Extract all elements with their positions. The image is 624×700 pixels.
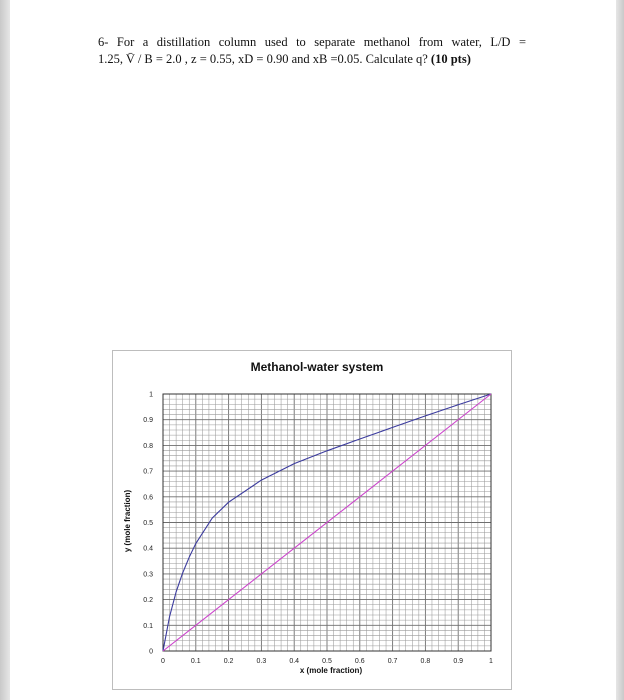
problem-word: a [142,35,149,49]
y-tick-label: 0.5 [143,520,153,527]
x-tick-label: 0.5 [322,658,332,665]
chart-svg [113,351,511,689]
problem-word: from [418,35,443,49]
problem-word: For [116,35,135,49]
problem-line-1 [98,34,526,51]
left-edge-bar [0,0,10,700]
problem-word: column [218,35,257,49]
problem-word: methanol [363,35,411,49]
chart-frame [112,350,512,690]
problem-word: water, [451,35,482,49]
points-label: (10 pts) [430,52,471,66]
problem-word: used [264,35,288,49]
x-tick-label: 0.4 [289,658,300,665]
y-tick-label: 0.7 [143,468,153,476]
problem-word: 6- [98,35,109,49]
problem-statement [98,34,526,68]
x-axis-label: x (mole fraction) [299,666,363,675]
y-tick-label: 1 [149,391,153,399]
y-tick-label: 0.8 [143,442,153,450]
problem-line-2 [98,51,526,68]
problem-word: L/D [490,35,511,49]
y-axis-label: y (mole fraction) [123,489,132,553]
problem-word: = [518,35,526,49]
x-tick-label: 0.3 [256,658,267,665]
x-tick-label: 0 [161,658,165,665]
x-tick-label: 1 [489,658,493,665]
x-tick-label: 0.1 [190,658,201,665]
problem-word: distillation [156,35,211,49]
x-tick-label: 0.9 [453,658,464,665]
y-tick-label: 0.6 [143,494,153,502]
x-tick-label: 0.6 [354,658,365,665]
x-tick-label: 0.7 [387,658,398,665]
y-tick-label: 0.3 [143,571,153,579]
chart-title: Methanol-water system [250,360,384,374]
y-tick-label: 0 [149,648,153,656]
problem-word: separate [314,35,356,49]
y-tick-label: 0.4 [143,545,153,553]
x-tick-label: 0.8 [420,658,431,665]
y-tick-label: 0.2 [143,597,153,605]
x-tick-label: 0.2 [223,658,234,665]
problem-conditions: 1.25, V̄ / B = 2.0 , z = 0.55, xD = 0.90 and xB =0.05. Calculate q? [98,52,428,66]
y-tick-label: 0.1 [143,622,153,630]
right-edge-bar [616,0,624,700]
problem-word: to [296,35,306,49]
y-tick-label: 0.9 [143,417,153,425]
